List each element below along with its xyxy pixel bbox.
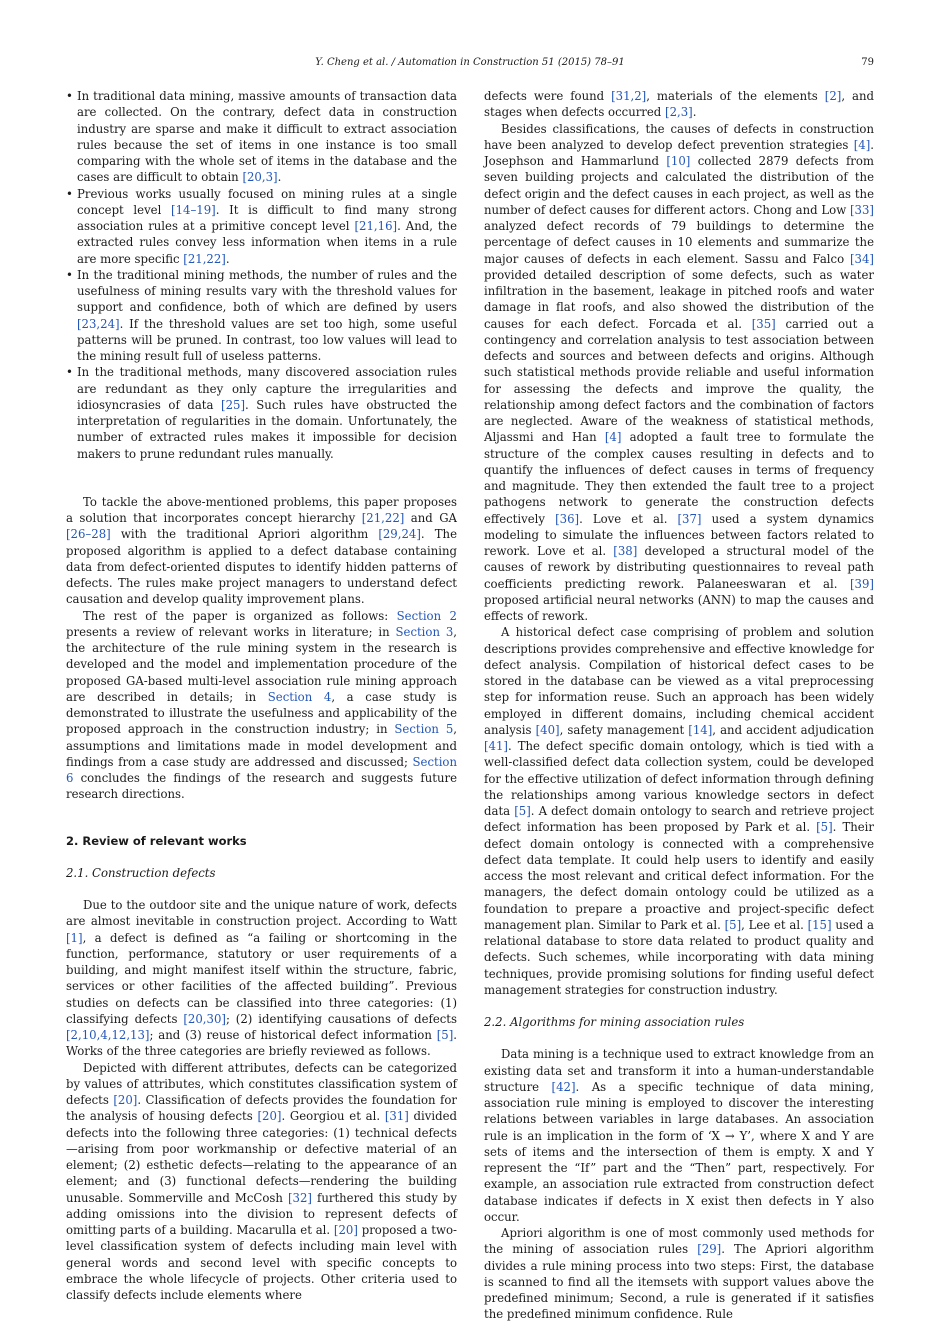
text-run: , Lee et al. bbox=[741, 917, 808, 932]
text-run: Data mining is a technique used to extract knowledge from an existing data set and transform it into a human-understandable structure bbox=[484, 1047, 874, 1094]
citation-link[interactable]: [37] bbox=[677, 511, 702, 526]
paragraph-organization bbox=[66, 608, 457, 803]
text-run: collected 2879 defects from seven building projects and calculated the distribution of the defect origin and the defect causes in each project, as well as the number of defect causes for different actors. Chong and Low bbox=[484, 154, 874, 217]
paragraph-apriori bbox=[484, 1225, 874, 1323]
text-run: adopted a fault tree to formulate the structure of the complex causes resulting in defects and to quantify the influences of defect causes in terms of frequency and magnitude. They then extended the fault tree to a project pathogens network to generate the construction defects effectively bbox=[484, 430, 874, 526]
text-run: used a relational database to store data related to product quality and defects. Such schemes, while incorporating with data mining techniques, provide promising solutions for finding useful defect management strategies for construction industry. bbox=[484, 917, 874, 997]
text-run: , safety management bbox=[559, 722, 689, 737]
citation-link[interactable]: [21,22] bbox=[183, 251, 226, 266]
text-run: furthered this study by adding omissions into the division to represent defects of omitting parts of a building. Macarulla et al. bbox=[66, 1190, 458, 1237]
right-column bbox=[484, 88, 874, 1323]
paragraph-data-mining bbox=[484, 1046, 874, 1225]
bullet-item bbox=[66, 364, 457, 462]
citation-link[interactable]: [29] bbox=[697, 1242, 722, 1257]
text-run: . Works of the three categories are briefly reviewed as follows. bbox=[66, 1028, 457, 1059]
text-run: ; (2) identifying causations of defects bbox=[225, 1011, 457, 1026]
citation-link[interactable]: [20,30] bbox=[183, 1011, 226, 1026]
bullet-item bbox=[66, 267, 457, 365]
citation-link[interactable]: [2,3] bbox=[665, 105, 693, 120]
citation-link[interactable]: [20] bbox=[333, 1223, 358, 1237]
citation-link[interactable]: Section 5 bbox=[394, 722, 454, 737]
text-run: In traditional data mining, massive amounts of transaction data are collected. On the contrary, defect data in construction industry are sparse and make it difficult to extract association rules because the set of items in one instance is too small comparing with the whole set of items in the database and the cases are difficult to obtain bbox=[77, 89, 457, 185]
text-run: . Their defect domain ontology is connected with a comprehensive defect data template. It could help users to identify and easily access the most relevant and critical defect information. For the managers, the defect domain ontology could be utilized as a foundation to prepare a proactive and project-specific defect management plan. Similar to Park et al. bbox=[484, 820, 875, 932]
citation-link[interactable]: [4] bbox=[853, 137, 871, 152]
citation-link[interactable]: Section 4 bbox=[267, 689, 332, 704]
text-run: . Such rules have obstructed the interpretation of regularities in the domain. Unfortunately, the number of extracted rules makes it impossible for decision makers to prune redundant rules manually. bbox=[77, 397, 457, 461]
running-title: Y. Cheng et al. / Automation in Construction 51 (2015) 78–91 bbox=[315, 57, 625, 68]
citation-link[interactable]: [36] bbox=[555, 511, 580, 526]
text-run: . Josephson and Hammarlund bbox=[484, 137, 874, 168]
text-run: . It is difficult to find many strong association rules at a primitive concept level bbox=[77, 202, 458, 233]
citation-link[interactable]: Section 6 bbox=[66, 754, 457, 785]
text-run: . The Apriori algorithm divides a rule mining process into two steps: First, the database is scanned to find all the itemsets with support values above the predefined minimum; Second, a rule is generated if it satisfies the predefined minimum confidence. Rule bbox=[484, 1242, 874, 1322]
text-run: Depicted with different attributes, defects can be categorized by values of attributes, which constitutes classification system of defects bbox=[66, 1060, 457, 1107]
text-run: divided defects into the following three categories: (1) technical defects—arising from poor workmanship or defective material of an element; (2) esthetic defects—relating to the appearance of an element; and (3) functional defects—rendering the building unusable. Sommerville and McCosh bbox=[66, 1109, 457, 1205]
text-run: . Classification of defects provides the foundation for the analysis of housing defects bbox=[66, 1093, 457, 1124]
citation-link[interactable]: [2] bbox=[824, 89, 842, 103]
text-run: Due to the outdoor site and the unique nature of work, defects are almost inevitable in construction project. According to Watt bbox=[66, 898, 457, 929]
text-run: . A defect domain ontology to search and retrieve project defect information has been proposed by Park et al. bbox=[484, 804, 874, 835]
citation-link[interactable]: [33] bbox=[850, 202, 874, 217]
bullet-item bbox=[66, 88, 457, 186]
citation-link[interactable]: [42] bbox=[551, 1079, 576, 1094]
subsection-heading: 2.1. Construction defects bbox=[66, 865, 216, 880]
page-number: 79 bbox=[861, 57, 874, 68]
citation-link[interactable]: [14] bbox=[688, 722, 713, 737]
citation-link[interactable]: [34] bbox=[850, 251, 874, 266]
text-run: . If the threshold values are set too high, some useful patterns will be pruned. In contrast, too low values will lead to the mining result full of useless patterns. bbox=[77, 316, 457, 363]
text-run: , a case study is demonstrated to illustrate the usefulness and applicability of the proposed approach in the construction industry; in bbox=[66, 689, 458, 737]
paragraph-tackle bbox=[66, 494, 457, 608]
citation-link[interactable]: [21,22] bbox=[361, 511, 405, 525]
text-run: . And, the extracted rules convey less information when items in a rule are more specific bbox=[77, 219, 457, 266]
text-run: developed a structural model of the causes of rework by distributing questionnaires to reveal path coefficients predicting rework. Palaneeswaran et al. bbox=[484, 544, 874, 591]
paragraph-defects-intro bbox=[66, 897, 457, 1060]
citation-link[interactable]: [1] bbox=[66, 930, 83, 945]
text-run: , the architecture of the rule mining system in the research is developed and the model and implementation procedure of the proposed GA-based multi-level association rule mining approach are described in details; in bbox=[66, 624, 458, 704]
text-run: analyzed defect records of 79 buildings to determine the percentage of defect causes in 10 elements and summarize the major causes of defects in each element. Sassu and Falco bbox=[484, 219, 874, 266]
citation-link[interactable]: [20] bbox=[113, 1093, 138, 1107]
section-heading: 2. Review of relevant works bbox=[66, 833, 247, 848]
text-run: and GA bbox=[404, 511, 457, 525]
paragraph-historical-cases bbox=[484, 624, 874, 998]
bullet-item bbox=[66, 186, 457, 267]
citation-link[interactable]: [40] bbox=[535, 722, 560, 737]
text-run: used a system dynamics modeling to simulate the influences between factors related to rework. Love et al. bbox=[484, 511, 874, 558]
left-column bbox=[66, 88, 457, 1303]
citation-link[interactable]: [29,24] bbox=[378, 527, 421, 542]
text-run: carried out a contingency and correlation analysis to test association between defects and sources and between defects and origins. Although such statistical methods provide reliable and useful information for assessing the defects and improve the quality, the relationship among defect factors and the combination of factors are neglected. Aware of the weakness of statistical methods, Aljassmi and Han bbox=[484, 316, 874, 445]
text-run: In the traditional methods, many discovered association rules are redundant as they only capture the irregularities and idiosyncrasies of data bbox=[77, 365, 457, 412]
problem-list bbox=[66, 88, 457, 462]
citation-link[interactable]: [5] bbox=[514, 804, 531, 818]
text-run: ; and (3) reuse of historical defect information bbox=[149, 1028, 437, 1042]
text-run: , and stages when defects occurred bbox=[484, 89, 874, 120]
citation-link[interactable]: Section 2 bbox=[396, 608, 457, 623]
paragraph-continued bbox=[484, 88, 874, 121]
text-run: . The proposed algorithm is applied to a defect database containing data from defect-oriented disputes to identify hidden patterns of defects. The rules make project managers to understand defect causation and develop quality improvement plans. bbox=[66, 527, 457, 607]
text-run: To tackle the above-mentioned problems, this paper proposes a solution that incorporates concept hierarchy bbox=[66, 494, 457, 525]
citation-link[interactable]: [38] bbox=[613, 544, 638, 558]
citation-link[interactable]: [15] bbox=[807, 917, 832, 932]
text-run: proposed a two-level classification system of defects including main level with general words and second level with specific concepts to embrace the whole lifecycle of projects. Other criteria used to classify defects include elements where bbox=[66, 1223, 457, 1302]
citation-link[interactable]: [2,10,4,12,13] bbox=[66, 1028, 150, 1042]
citation-link[interactable]: [21,16] bbox=[354, 219, 398, 233]
citation-link[interactable]: [32] bbox=[287, 1190, 312, 1205]
text-run: with the traditional Apriori algorithm bbox=[110, 527, 379, 542]
text-run: Besides classifications, the causes of defects in construction have been analyzed to develop defect prevention strategies bbox=[484, 121, 874, 152]
citation-link[interactable]: [35] bbox=[751, 316, 776, 331]
citation-link[interactable]: [5] bbox=[816, 820, 833, 835]
citation-link[interactable]: [25] bbox=[221, 397, 246, 412]
citation-link[interactable]: [20] bbox=[257, 1109, 282, 1124]
text-run: . Love et al. bbox=[579, 511, 678, 526]
text-run: A historical defect case comprising of problem and solution descriptions provides comprehensive and effective knowledge for defect analysis. Compilation of historical defect cases to be stored in the database can be viewed as a vital preprocessing step for information reuse. Such an approach has been widely employed in different domains, including chemical accident analysis bbox=[484, 625, 874, 737]
citation-link[interactable]: [26–28] bbox=[66, 527, 111, 542]
citation-link[interactable]: [39] bbox=[850, 576, 874, 591]
citation-link[interactable]: [41] bbox=[484, 739, 508, 753]
text-run: presents a review of relevant works in literature; in bbox=[66, 624, 396, 639]
text-run: Apriori algorithm is one of most commonly used methods for the mining of association rules bbox=[484, 1226, 874, 1257]
citation-link[interactable]: [10] bbox=[666, 154, 691, 168]
subsection-heading: 2.2. Algorithms for mining association rules bbox=[484, 1015, 745, 1029]
paragraph-defects-classification bbox=[66, 1060, 457, 1304]
text-run: , and accident adjudication bbox=[712, 722, 874, 737]
citation-link[interactable]: [31] bbox=[384, 1109, 409, 1124]
text-run: , a defect is defined as “a failing or shortcoming in the function, performance, statutory or user requirements of a building, and might manifest itself within the structure, fabric, services or other facilities of the affected building”. Previous studies on defects can be classified into three categories: (1) classifying defects bbox=[66, 930, 457, 1026]
citation-link[interactable]: [4] bbox=[604, 430, 622, 445]
citation-link[interactable]: [20,3] bbox=[242, 170, 278, 185]
citation-link[interactable]: Section 3 bbox=[395, 624, 454, 639]
citation-link[interactable]: [5] bbox=[436, 1028, 454, 1042]
text-run: proposed artificial neural networks (ANN) to map the causes and effects of rework. bbox=[484, 592, 874, 623]
paragraph-causes bbox=[484, 121, 874, 625]
text-run: In the traditional mining methods, the number of rules and the usefulness of mining results vary with the threshold values for support and confidence, both of which are defined by users bbox=[77, 267, 457, 315]
text-run: . Georgiou et al. bbox=[281, 1109, 385, 1124]
running-header bbox=[66, 57, 874, 71]
text-run: . As a specific technique of data mining, association rule mining is employed to discover the interesting relations between variables in large databases. An association rule is an implication in the form of ‘X → Y’, where X and Y are sets of items and the intersection of them is empty. X and Y represent the “If” part and the “Then” part, respectively. For example, an association rule extracted from construction defect database indicates if defects in X exist then defects in Y also occur. bbox=[484, 1079, 874, 1224]
citation-link[interactable]: [31,2] bbox=[611, 89, 647, 103]
text-run: . bbox=[277, 170, 282, 185]
citation-link[interactable]: [5] bbox=[724, 917, 742, 932]
text-run: Previous works usually focused on mining rules at a single concept level bbox=[77, 186, 457, 217]
text-run: The rest of the paper is organized as follows: bbox=[83, 608, 397, 623]
text-run: . bbox=[225, 251, 230, 266]
text-run: . bbox=[692, 105, 697, 120]
text-run: , materials of the elements bbox=[646, 89, 825, 103]
citation-link[interactable]: [14–19] bbox=[171, 202, 216, 217]
citation-link[interactable]: [23,24] bbox=[77, 316, 120, 331]
text-run: defects were found bbox=[484, 89, 612, 103]
text-run: concludes the findings of the research and suggests future research directions. bbox=[66, 771, 457, 802]
text-run: provided detailed description of some defects, such as water infiltration in the basement, leakage in pitched roofs and water damage in flat roofs, and also showed the distribution of the causes for each defect. Forcada et al. bbox=[484, 267, 874, 331]
text-run: . The defect specific domain ontology, which is tied with a well-classified defect data collection system, could be developed for the effective utilization of defect information through defining the relationships among various knowledge sectors in defect data bbox=[484, 739, 874, 818]
text-run: , assumptions and limitations made in model development and findings from a case study are addressed and discussed; bbox=[66, 722, 457, 769]
